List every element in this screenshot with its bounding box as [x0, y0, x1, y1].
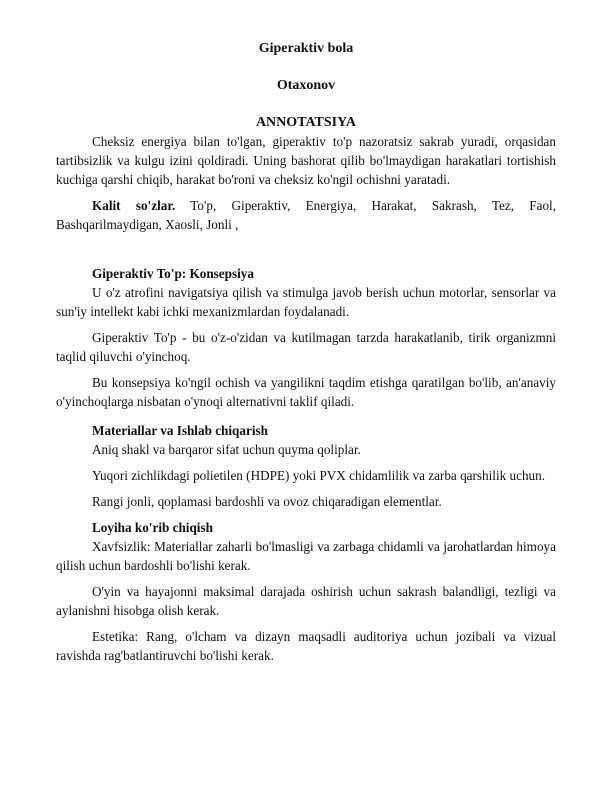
document-page	[56, 40, 556, 665]
keywords-label: Kalit so'zlar.	[92, 198, 176, 213]
section-paragraph: Estetika: Rang, o'lcham va dizayn maqsadli auditoriya uchun jozibali va vizual ravishda rag'batlantiruvchi bo'lishi kerak.	[56, 629, 556, 663]
document-title: Giperaktiv bola	[258, 41, 354, 56]
section-paragraph: O'yin va hayajonni maksimal darajada oshirish uchun sakrash balandligi, tezligi va aylanishni hisobga olish kerak.	[56, 584, 556, 618]
section-paragraph: Rangi jonli, qoplamasi bardoshli va ovoz chiqaradigan elementlar.	[92, 494, 442, 509]
section-paragraph: Bu konsepsiya ko'ngil ochish va yangilikni taqdim etishga qaratilgan bo'lib, an'anaviy o'yinchoqlarga nisbatan o'ynoqi alternativni taklif qiladi.	[56, 375, 556, 409]
section-paragraph: Giperaktiv To'p - bu o'z-o'zidan va kutilmagan tarzda harakatlanib, tirik organizmni taqlid qiluvchi o'yinchoq.	[56, 330, 556, 364]
section-paragraph: U o'z atrofini navigatsiya qilish va stimulga javob berish uchun motorlar, sensorlar va sun'iy intellekt kabi ichki mexanizmlardan foydalanadi.	[56, 285, 556, 319]
annotation-text: Cheksiz energiya bilan to'lgan, giperaktiv to'p nazoratsiz sakrab yuradi, orqasidan tartibsizlik va kulgu izini qoldiradi. Uning bashorat qilib bo'lmaydigan harakatlari tortishish kuchiga qarshi chiqib, harakat bo'roni va cheksiz ko'ngil ochishni yaratadi.	[56, 134, 556, 187]
section-paragraph: Yuqori zichlikdagi polietilen (HDPE) yoki PVX chidamlilik va zarba qarshilik uchun.	[92, 468, 546, 483]
section-heading-materiallar: Materiallar va Ishlab chiqarish	[92, 423, 268, 438]
keywords-text: To'p, Giperaktiv, Energiya, Harakat, Sakrash, Tez, Faol, Bashqarilmaydigan, Xaosli, Jonli ,	[56, 198, 556, 232]
section-paragraph: Aniq shakl va barqaror sifat uchun quyma qoliplar.	[92, 442, 361, 457]
document-author: Otaxonov	[276, 78, 336, 93]
annotation-heading: ANNOTATSIYA	[255, 115, 357, 130]
section-heading-konsepsiya: Giperaktiv To'p: Konsepsiya	[92, 266, 254, 281]
section-paragraph: Xavfsizlik: Materiallar zaharli bo'lmasligi va zarbaga chidamli va jarohatlardan himoya qilish uchun bardoshli bo'lishi kerak.	[56, 539, 556, 573]
section-heading-loyiha: Loyiha ko'rib chiqish	[92, 520, 213, 535]
keywords-paragraph	[56, 196, 556, 234]
